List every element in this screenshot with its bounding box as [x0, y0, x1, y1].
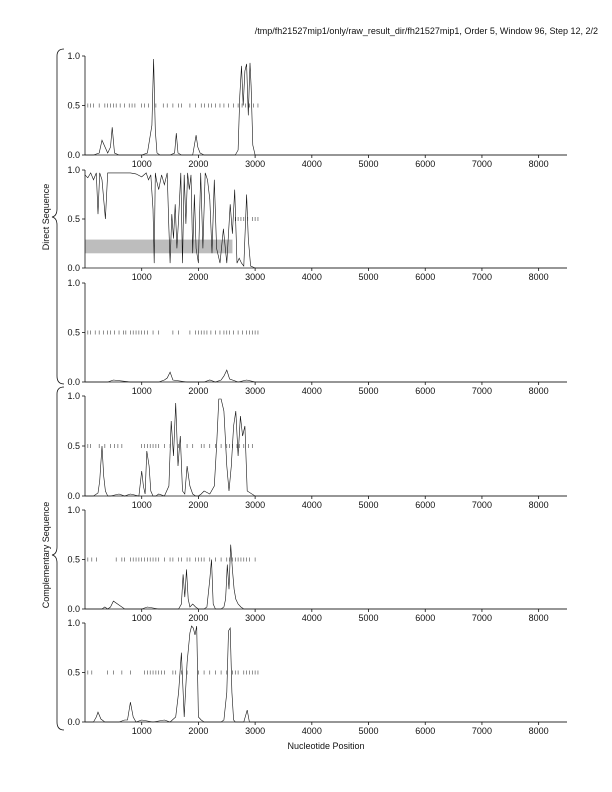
panel-6-x-tick-label: 3000: [245, 726, 266, 736]
panel-6-series-line: [85, 626, 567, 722]
panel-3-x-tick-label: 3000: [245, 386, 266, 396]
panel-2-x-tick-label: 2000: [188, 272, 209, 282]
panel-6-x-tick-label: 2000: [188, 726, 209, 736]
panel-1-y-tick-label: 1.0: [67, 51, 80, 61]
panel-6-y-tick-label: 0.5: [67, 667, 80, 678]
panel-2-x-tick-label: 6000: [415, 272, 436, 282]
panel-1-x-tick-label: 5000: [358, 159, 379, 169]
panel-4-y-tick-label: 0.0: [67, 491, 80, 501]
x-axis-label: Nucleotide Position: [287, 741, 365, 751]
panel-4-y-tick-label: 1.0: [67, 391, 80, 401]
panel-4-x-tick-label: 6000: [415, 500, 436, 510]
panel-6-x-tick-label: 4000: [301, 726, 322, 736]
panel-2-x-tick-label: 3000: [245, 272, 266, 282]
panel-1-x-tick-label: 2000: [188, 159, 209, 169]
panel-2-x-tick-label: 4000: [301, 272, 322, 282]
panel-2-band: [85, 240, 232, 254]
panel-5-x-tick-label: 6000: [415, 613, 436, 623]
complementary-brace: [52, 387, 64, 730]
panel-1-y-tick-label: 0.5: [67, 100, 80, 111]
panel-3-x-tick-label: 5000: [358, 386, 379, 396]
panel-2-series-line: [85, 173, 567, 268]
chart-title: /tmp/fh21527mip1/only/raw_result_dir/fh21527mip1, Order 5, Window 96, Step 12, 2/2: [254, 26, 598, 36]
panel-6-x-tick-label: 6000: [415, 726, 436, 736]
panel-1-x-tick-label: 1000: [131, 159, 152, 169]
panel-4-series-line: [85, 399, 567, 496]
panel-5-y-tick-label: 0.5: [67, 554, 80, 565]
panel-2-y-tick-label: 1.0: [67, 165, 80, 175]
panel-4-x-tick-label: 2000: [188, 500, 209, 510]
panel-1-y-tick-label: 0.0: [67, 150, 80, 160]
panel-1-series-line: [85, 59, 567, 155]
direct-brace: [52, 49, 64, 384]
panel-2-x-tick-label: 7000: [471, 272, 492, 282]
panel-3-y-tick-label: 0.5: [67, 327, 80, 338]
panel-4-x-tick-label: 4000: [301, 500, 322, 510]
panel-3-x-tick-label: 7000: [471, 386, 492, 396]
panel-4-x-tick-label: 8000: [528, 500, 549, 510]
panel-4-x-tick-label: 5000: [358, 500, 379, 510]
panel-4-x-tick-label: 7000: [471, 500, 492, 510]
panel-5-x-tick-label: 8000: [528, 613, 549, 623]
panel-4-x-tick-label: 1000: [131, 500, 152, 510]
panel-1-x-tick-label: 4000: [301, 159, 322, 169]
panel-2-y-tick-label: 0.5: [67, 214, 80, 224]
panel-2-x-tick-label: 1000: [131, 272, 152, 282]
panel-6-x-tick-label: 8000: [528, 726, 549, 736]
panel-4-y-tick-label: 0.5: [67, 441, 80, 451]
panel-3-x-tick-label: 4000: [301, 386, 322, 396]
panel-6-y-tick-label: 1.0: [67, 618, 80, 628]
panel-3-x-tick-label: 8000: [528, 386, 549, 396]
direct-sequence-label: Direct Sequence: [41, 183, 51, 251]
panel-3-x-tick-label: 2000: [188, 386, 209, 396]
panel-2-y-tick-label: 0.0: [67, 263, 80, 273]
panel-3-x-tick-label: 1000: [131, 386, 152, 396]
panel-1-x-tick-label: 8000: [528, 159, 549, 169]
panel-6-x-tick-label: 1000: [131, 726, 152, 736]
panel-5-x-tick-label: 5000: [358, 613, 379, 623]
panel-5-y-tick-label: 1.0: [67, 505, 80, 515]
panel-2-x-tick-label: 8000: [528, 272, 549, 282]
panel-4-x-tick-label: 3000: [245, 500, 266, 510]
panel-2-x-tick-label: 5000: [358, 272, 379, 282]
panel-6-x-tick-label: 7000: [471, 726, 492, 736]
panel-5-x-tick-label: 3000: [245, 613, 266, 623]
panel-5-series-line: [85, 545, 567, 609]
panel-1-x-tick-label: 7000: [471, 159, 492, 169]
panel-1-x-tick-label: 6000: [415, 159, 436, 169]
panel-3-y-tick-label: 0.0: [67, 377, 80, 387]
panel-6-x-tick-label: 5000: [358, 726, 379, 736]
panel-5-x-tick-label: 7000: [471, 613, 492, 623]
panel-5-x-tick-label: 1000: [131, 613, 152, 623]
panel-5-y-tick-label: 0.0: [67, 604, 80, 614]
panel-6-y-tick-label: 0.0: [67, 717, 80, 727]
panel-3-series-line: [85, 370, 567, 382]
complementary-sequence-label: Complementary Sequence: [41, 501, 51, 609]
panel-3-x-tick-label: 6000: [415, 386, 436, 396]
panel-1-x-tick-label: 3000: [245, 159, 266, 169]
panel-5-x-tick-label: 2000: [188, 613, 209, 623]
panel-3-y-tick-label: 1.0: [67, 278, 80, 288]
panel-5-x-tick-label: 4000: [301, 613, 322, 623]
